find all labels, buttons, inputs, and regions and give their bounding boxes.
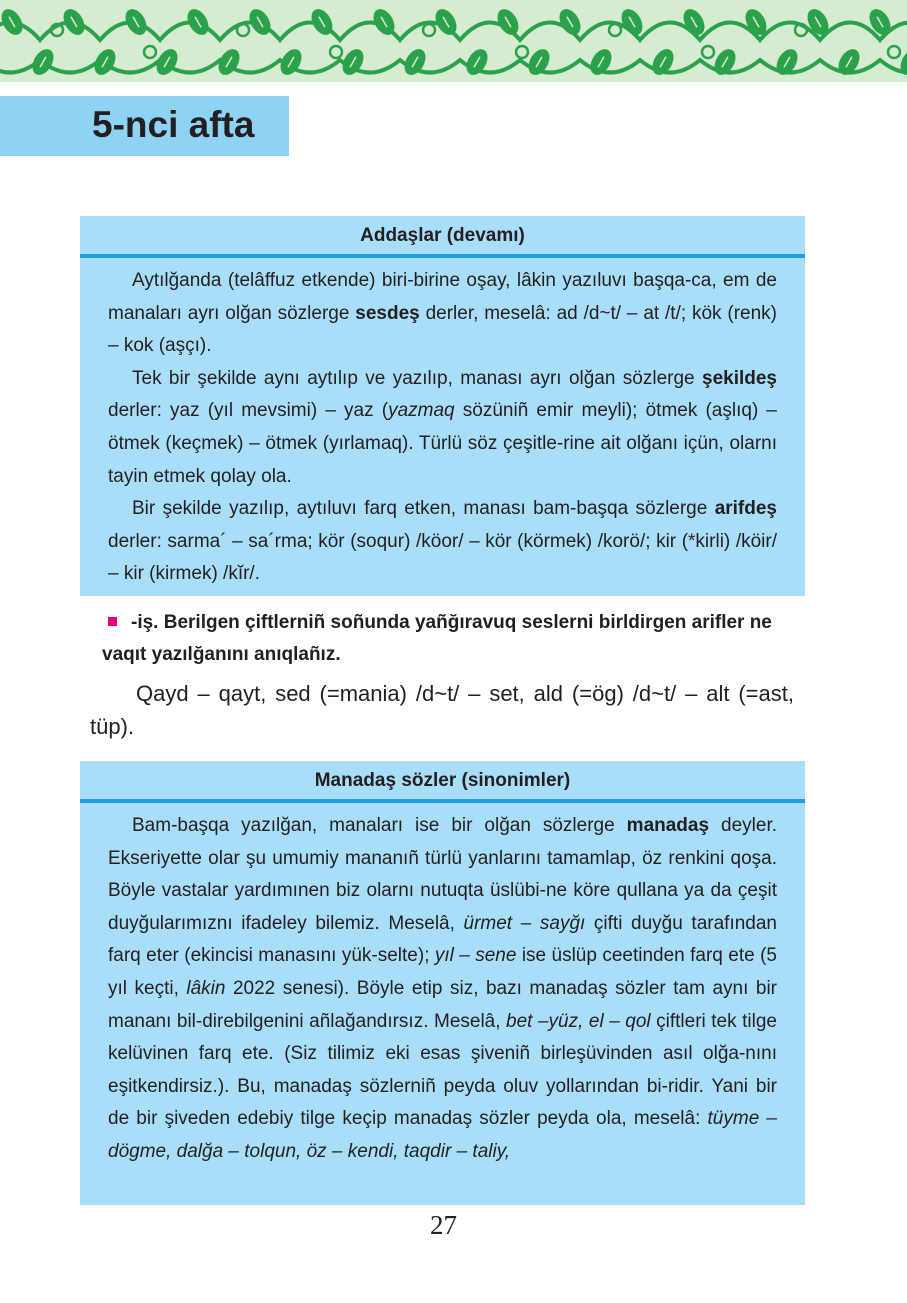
paragraph bbox=[108, 810, 777, 1169]
curl-shape bbox=[609, 24, 621, 36]
paragraph bbox=[108, 363, 777, 493]
bold-term: arifdeş bbox=[714, 498, 777, 520]
bold-term: sesdeş bbox=[355, 302, 420, 324]
italic-example: bet –yüz, el – qol bbox=[506, 1010, 651, 1032]
text-run: sözüniñ emir meyli); ötmek (aşlıq) – ötmek (keçmek) – ötmek (yırlamaq). Türlü söz çeşitle-rine ait olğanı içün, olarnı tayin etmek qolay ola. bbox=[108, 400, 777, 487]
curl-shape bbox=[423, 24, 435, 36]
text-run: derler, meselâ: ad /d~t/ – at /t/; kök (renk) – kok (aşçı). bbox=[108, 302, 778, 357]
text-run: çiftleri tek tilge kelüvinen farq ete. (Siz tilimiz eki esas şiveniñ birleşüvinden asıl olğa-nını eşitkendirsiz.). Bu, manadaş sözlerniñ peyda oluv yollarından bi-ridir. Yani bir de bir şiveden edebiy tilge keçip manadaş sözler peyda ola, meselâ: bbox=[108, 1010, 777, 1130]
italic-example: lâkin bbox=[186, 977, 226, 999]
rule-box-title: Manadaş sözler (sinonimler) bbox=[80, 761, 805, 803]
vine-stroke bbox=[0, 60, 907, 73]
example-text bbox=[90, 677, 794, 743]
curl-shape bbox=[516, 46, 528, 58]
rule-box-body bbox=[80, 803, 805, 1169]
italic-example: tüyme –dögme, dalğa – tolqun, öz – kendi, taqdir – taliy, bbox=[108, 1108, 778, 1162]
italic-example: yıl – sene bbox=[434, 945, 517, 967]
leaf-shape bbox=[0, 5, 27, 38]
text-run: Bam-başqa yazılğan, manaları ise bir olğan sözlerge bbox=[132, 815, 627, 836]
text-run: Aytılğanda (telâffuz etkende) biri-birine oşay, lâkin yazıluvı başqa-ca, em de manaları ayrı olğan sözlerge bbox=[108, 270, 777, 324]
decorative-floral-border bbox=[0, 0, 907, 82]
week-banner bbox=[0, 96, 289, 156]
bold-term: manadaş bbox=[626, 815, 710, 836]
text-run: çifti duyğu tarafından farq eter (ekincisi manasını yük-selte); bbox=[108, 912, 778, 967]
text-run: ise üslüp ceetinden farq ete (5 yıl keçti, bbox=[108, 945, 777, 999]
text-run: Bir şekilde yazılıp, aytıluvı farq etken, manası bam-başqa sözlerge bbox=[132, 498, 715, 520]
text-run: deyler. Ekseriyette olar şu umumiy mananıñ türlü yanlarını tamamlap, öz renkini qoşa. Böyle vastalar yardımınen biz olarnı nutuqta üslübi-ne köre qullana ya da çeşit duyğularımıznı ifadeley bilemiz. Meselâ, bbox=[108, 815, 778, 934]
rule-box-title: Addaşlar (devamı) bbox=[80, 216, 805, 258]
curl-shape bbox=[330, 46, 342, 58]
curl-shape bbox=[144, 46, 156, 58]
floral-ornament-graphic bbox=[0, 0, 907, 82]
text-run: Tek bir şekilde aynı aytılıp ve yazılıp, manası ayrı olğan sözlerge bbox=[132, 367, 702, 389]
italic-example: yazmaq bbox=[388, 400, 455, 422]
example-paragraph: Qayd – qayt, sed (=mania) /d~t/ – set, ald (=ög) /d~t/ – alt (=ast, tüp). bbox=[90, 681, 794, 739]
week-title: 5-nci afta bbox=[92, 104, 255, 145]
exercise-task bbox=[102, 607, 792, 671]
curl-shape bbox=[237, 24, 249, 36]
text-run: 2022 senesi). Böyle etip siz, bazı manadaş sözler tam aynı bir mananı bil-direbilgenini añlağandırsız. Meselâ, bbox=[108, 977, 777, 1032]
text-run: derler: sarma´ – sa´rma; kör (soqur) /köor/ – kör (körmek) /korö/; kir (*kirli) /köir/ – kir (kirmek) /kĭr/. bbox=[108, 530, 777, 585]
italic-example: ürmet – sayğı bbox=[463, 912, 586, 934]
curl-shape bbox=[888, 46, 900, 58]
paragraph bbox=[108, 493, 777, 591]
text-run: derler: yaz (yıl mevsimi) – yaz ( bbox=[108, 400, 389, 422]
page-number: 27 bbox=[430, 1210, 457, 1240]
rule-box-synonyms bbox=[80, 761, 805, 1205]
rule-box-body bbox=[80, 258, 805, 591]
leaf-shape bbox=[896, 45, 907, 78]
magenta-square-bullet-icon bbox=[108, 617, 117, 626]
bold-term: şekildeş bbox=[702, 367, 777, 389]
curl-shape bbox=[702, 46, 714, 58]
exercise-task-text: -iş. Berilgen çiftlerniñ soñunda yañğıravuq seslerni birldirgen arifler ne vaqıt yazılğanını anıqlañız. bbox=[102, 612, 772, 665]
rule-box-homonyms bbox=[80, 216, 805, 596]
paragraph bbox=[108, 265, 777, 363]
